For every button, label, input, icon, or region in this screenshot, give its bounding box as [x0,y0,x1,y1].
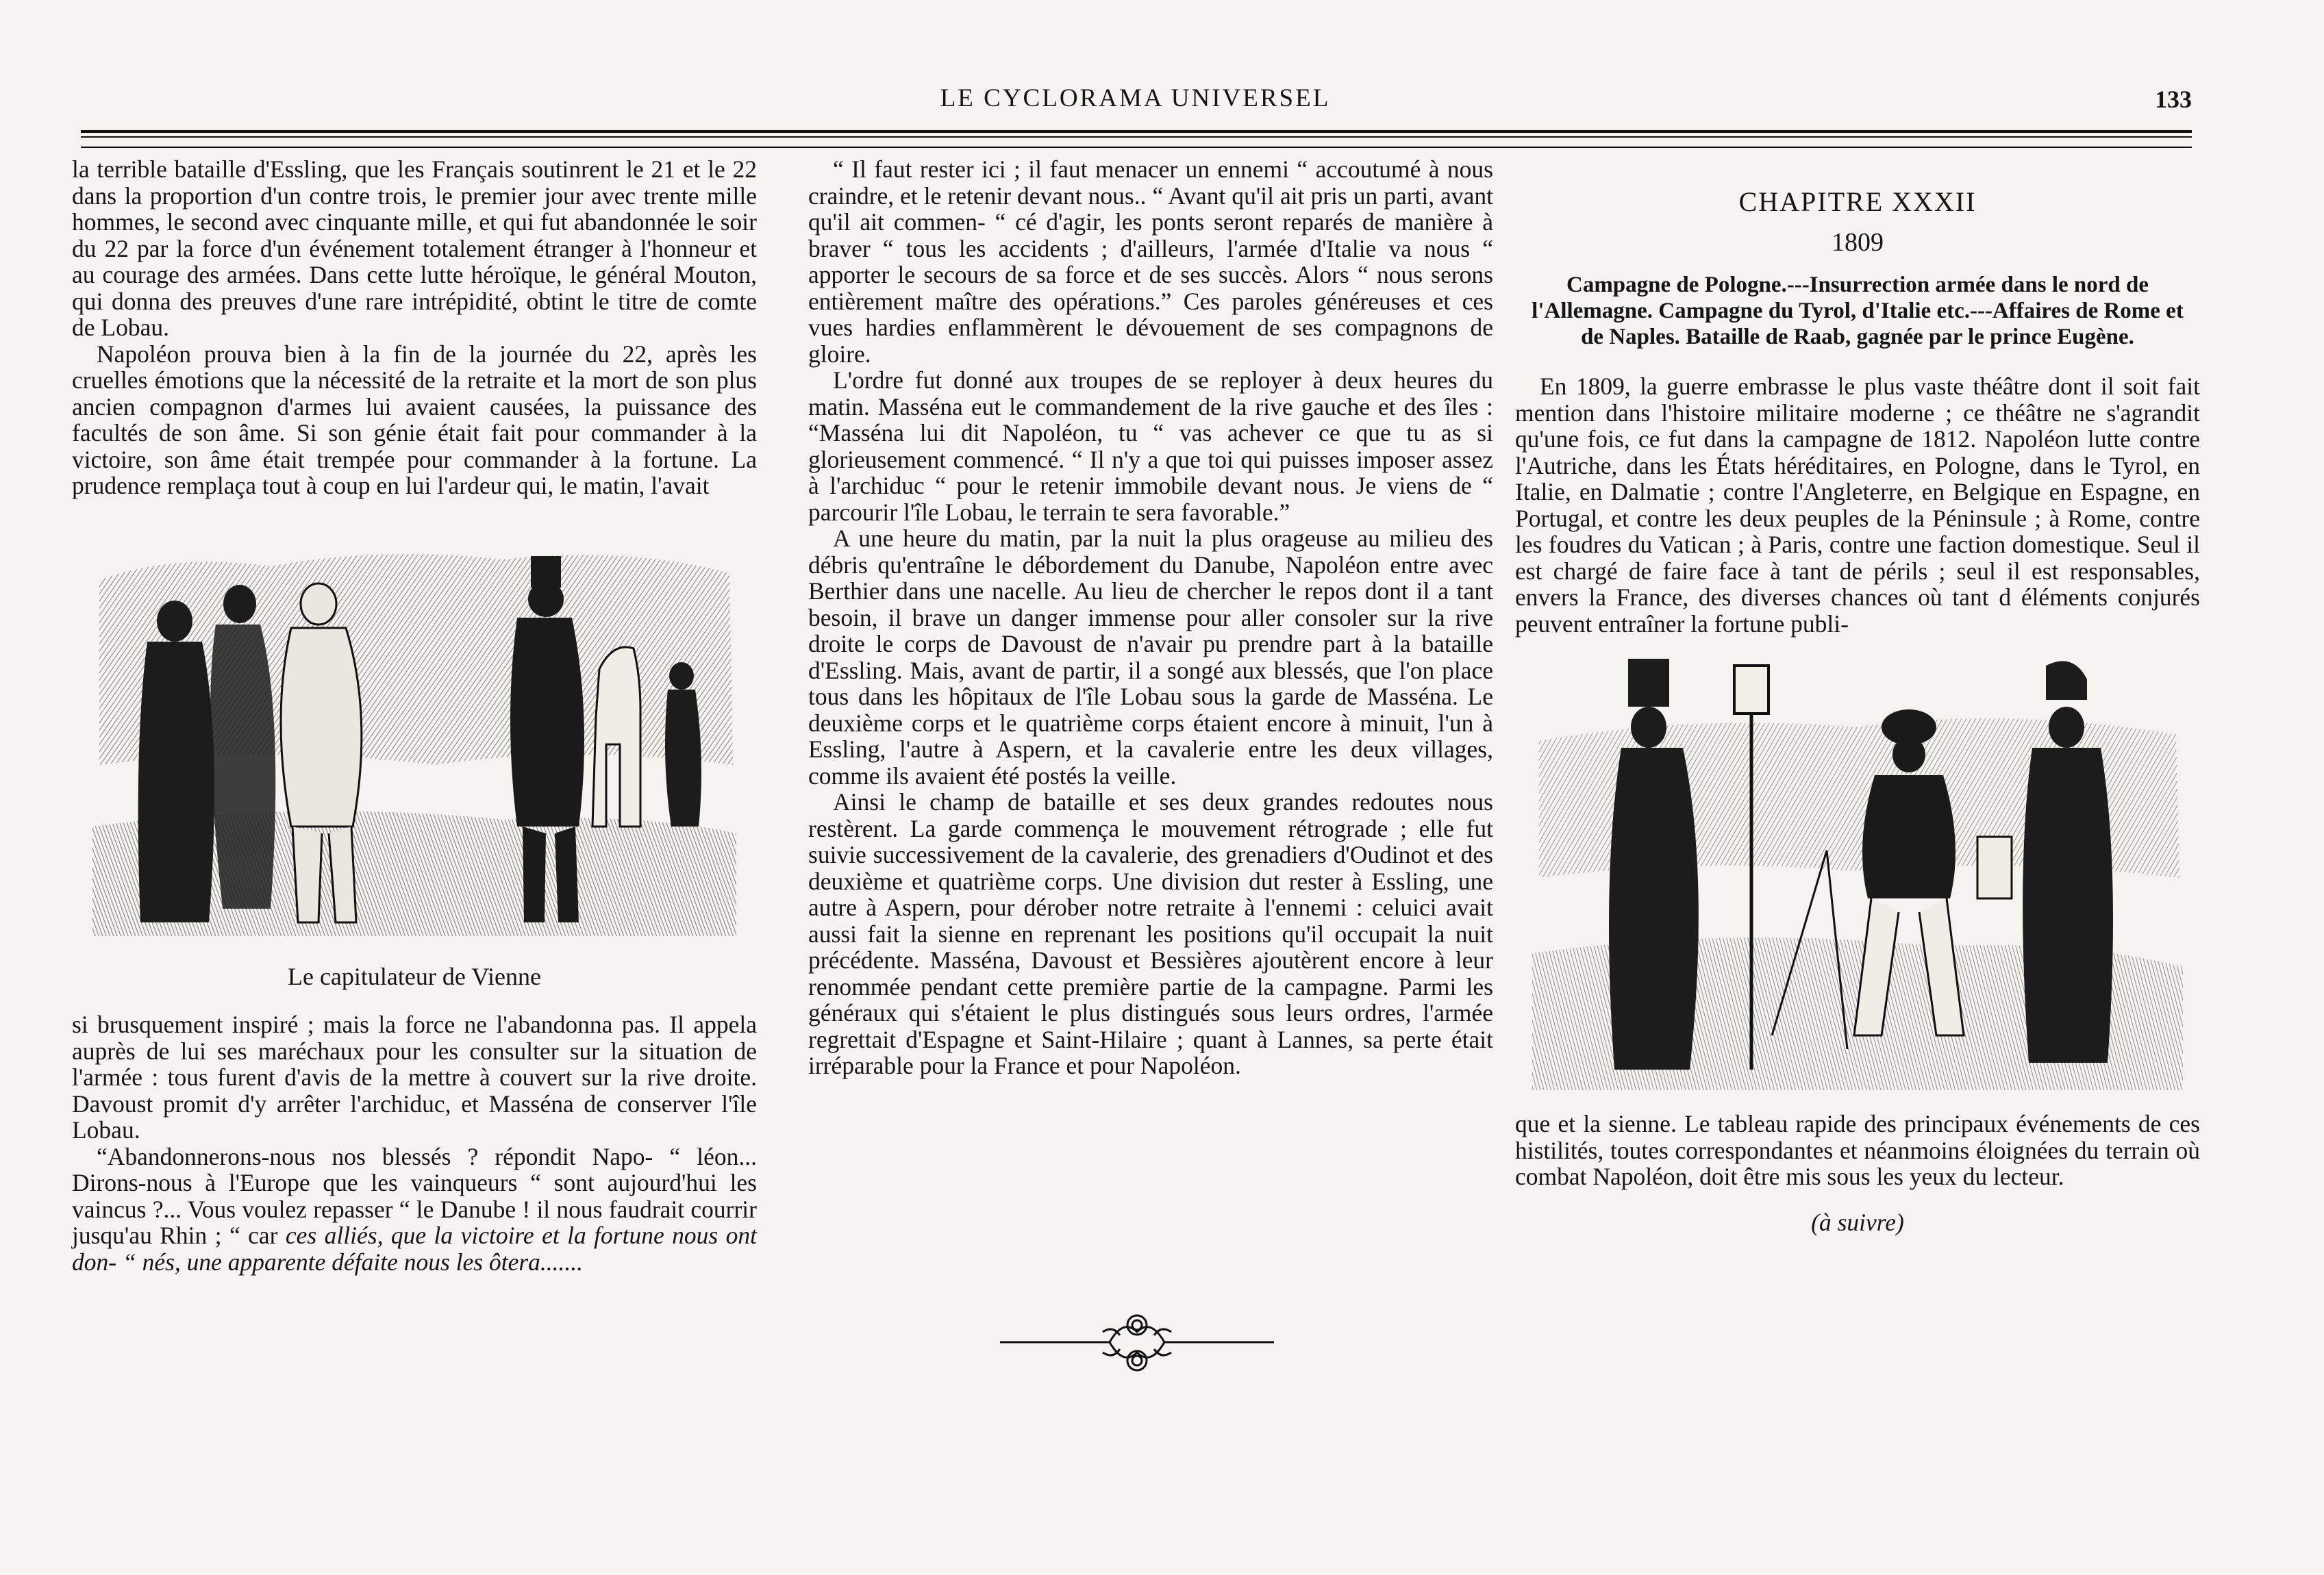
chapter-year: 1809 [1832,227,1884,257]
header-rule-thin [81,136,2192,138]
quote-italic: ces alliés, que la victoire et la fortune nous ont don- “ nés, une apparente défaite nous les ôtera....... [72,1222,757,1276]
paragraph: que et la sienne. Le tableau rapide des principaux événements de ces histilités, toutes correspondantes et néanmoins éloignées du terrain où combat Napoléon, doit être mis sous les yeux du lecteur. [1515,1110,2200,1190]
figure-caption: Le capitulateur de Vienne [287,962,541,990]
paragraph: L'ordre fut donné aux troupes de se reployer à deux heures du matin. Masséna eut le commandement de la rive gauche et des îles : “Masséna lui dit Napoléon, tu “ vas achever ce que tu as si glorieusement commencé. “ Il n'y a que toi qui puisses imposer assez à l'archiduc “ pour le retenir immobile devant nous. Je viens de “ parcourir l'île Lobau, le terrain te sera favorable.” [808,366,1493,526]
paragraph: A une heure du matin, par la nuit la plus orageuse au milieu des débris qu'entraîne le débordement du Danube, Napoléon entre avec Berthier dans une nacelle. Au lieu de chercher le repos dont il a tant besoin, il brave un danger immense pour aller consoler sur la rive droite le corps de Davoust de n'avair pu prendre part à la bataille d'Essling. Mais, avant de partir, il a songé aux blessés, que l'on place tous dans les hôpitaux de l'île Lobau sous la garde de Masséna. Le deuxième corps et le quatrième corps étaient encore à minuit, l'un à Essling, l'autre à Aspern, et la cavalerie entre les deux villages, comme ils avaient été postés la veille. [808,525,1493,790]
paragraph: En 1809, la guerre embrasse le plus vaste théâtre dont il soit fait mention dans l'histoire militaire moderne ; ce théâtre ne s'agrandit qu'une fois, ce fut dans la campagne de 1812. Napoléon lutte contre l'Autriche, dans les États héréditaires, en Pologne, dans le Tyrol, en Italie, en Dalmatie ; contre l'Angleterre, en Belgique en Espagne, en Portugal, et contre les deux peuples de la Péninsule ; à Rome, contre les foudres du Vatican ; à Paris, contre une faction domestique. Seul il est chargé de faire face à tant de périls ; seul il est responsables, envers la France, des diverses chances où tant d éléments conjurés peuvent entraîner la fortune publi- [1515,373,2200,638]
engraving-napoleon-and-officers [92,539,736,936]
page-number: 133 [2155,86,2192,113]
page-header [79,84,2192,125]
header-rule-thick [81,130,2192,133]
engraving-napoleon-surveying [1525,652,2190,1090]
chapter-summary: Campagne de Pologne.---Insurrection armée dans le nord de l'Allemagne. Campagne du Tyrol, d'Italie etc.---Affaires de Rome et de Naples. Bataille de Raab, gagnée par le prince Eugène. [1532,273,2184,349]
paragraph: si brusquement inspiré ; mais la force ne l'abandonna pas. Il appela auprès de lui ses maréchaux pour les consulter sur la situation de l'armée : tous furent d'avis de la mettre à couvert sur la rive droite. Davoust promit d'y arrêter l'archiduc, et Masséna de conserver l'île Lobau. [72,1011,757,1144]
quote-text: “Abandonnerons-nous nos blessés ? répondit Napo- “ léon... Dirons-nous à l'Europe que les vainqueurs “ sont aujourd'hui les vaincus ?... Vous voulez repasser “ le Danube ! il nous faudrait courrir jusqu'au Rhin ; “ car [72,1142,757,1249]
chapter-title: CHAPITRE XXXII [1738,186,1977,217]
decorative-ornament [1000,1305,1274,1380]
paragraph: Ainsi le champ de bataille et ses deux grandes redoutes nous restèrent. La garde commença le mouvement rétrograde ; elle fut suivie successivement de la cavalerie, des grenadiers d'Oudinot et des deuxième et quatrième corps. Une division dut rester à Essling, une autre à Aspern, pour dérober notre retraite à l'ennemi : celuici avait aussi fait la sienne en reprenant les positions qu'il occupait la nuit précédente. Masséna, Davoust et Bessières ajoutèrent encore à leur renommée pendant cette première partie de la campagne. Parmi les généraux qui s'étaient le plus distingués sous leurs ordres, l'armée regrettait d'Espagne et Saint-Hilaire ; quant à Lannes, sa perte était irréparable pour la France et pour Napoléon. [808,788,1493,1079]
header-rule-lower [81,147,2192,148]
paragraph-quote: “ Il faut rester ici ; il faut menacer un ennemi “ accoutumé à nous craindre, et le retenir devant nous.. “ Avant qu'il ait pris un parti, avant qu'il ait commen- “ cé d'agir, les ponts seront reparés de manière à braver “ tous les accidents ; d'ailleurs, l'armée d'Italie va nous “ apporter le secours de sa force et de ses succès. Alors “ nous serons entièrement maître des opérations.” Ces paroles généreuses et ces vues hardies enflammèrent le dévouement de ses compagnons de gloire. [808,155,1493,368]
to-be-continued: (à suivre) [1811,1208,1904,1236]
column-left [72,156,757,1275]
paragraph: Napoléon prouva bien à la fin de la journée du 22, après les cruelles émotions que la nécessité de la retraite et la mort de son plus ancien compagnon d'armes lui avaient causées, la puissance des facultés de son âme. Si son génie était fait pour commander à la victoire, son âme était trempée pour commander à la fortune. La prudence remplaça tout à coup en lui l'ardeur qui, le matin, l'avait [72,340,757,499]
paragraph-quote [72,1144,757,1276]
running-head: LE CYCLORAMA UNIVERSEL [940,84,1331,112]
column-right [1515,156,2200,1235]
column-middle [808,156,1493,1079]
paragraph: la terrible bataille d'Essling, que les Français soutinrent le 21 et le 22 dans la proportion d'un contre trois, le premier jour avec trente mille hommes, le second avec cinquante mille, et qui fut abandonnée le soir du 22 par la force d'un événement totalement étranger à l'honneur et au courage des armées. Dans cette lutte héroïque, le général Mouton, qui donna des preuves d'une rare intrépidité, obtint le titre de comte de Lobau. [72,155,757,341]
